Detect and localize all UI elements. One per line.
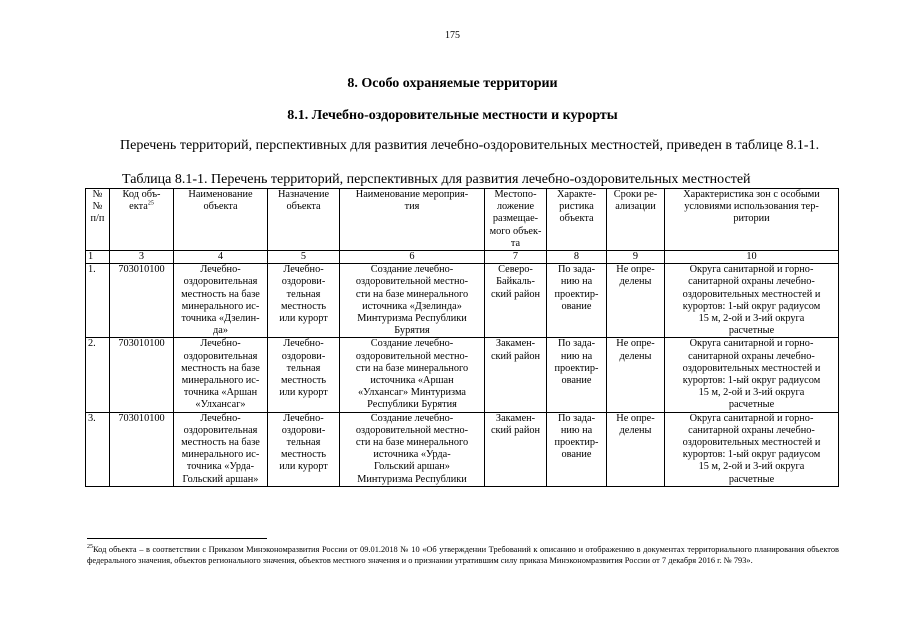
section-heading: 8. Особо охраняемые территории xyxy=(347,76,558,91)
header-cell: Наименование объекта xyxy=(174,189,268,251)
footnote-text: Код объекта – в соответствии с Приказом Минэкономразвития России от 09.01.2018 № 10 «Об утверждении Требований к описанию и отображению в документах территориального планирования объектов федерального значения, объектов регионального значения, объектов местного значения и о признании утратившим силу приказа Минэкономразвития России от 7 декабря 2016 г. № 793». xyxy=(87,545,839,565)
characteristic: По зада- нию на проектир- ование xyxy=(547,412,607,486)
object-name: Лечебно- оздоровительная местность на базе минерального ис- точника «Дзелин- да» xyxy=(174,264,268,338)
measure-name: Создание лечебно- оздоровительной местно- сти на базе минерального источника «Аршан «Улхансаг» Минтуризма Республики Бурятия xyxy=(340,338,485,412)
object-purpose: Лечебно- оздорови- тельная местность или курорт xyxy=(268,338,340,412)
measure-name: Создание лечебно- оздоровительной местно- сти на базе минерального источника «Дзелинда» Минтуризма Республики Бурятия xyxy=(340,264,485,338)
column-number: 3 xyxy=(110,251,174,264)
header-cell: Характеристика зон с особыми условиями использования тер- ритории xyxy=(665,189,839,251)
row-number: 2. xyxy=(86,338,110,412)
column-number: 5 xyxy=(268,251,340,264)
header-cell: Код объ- екта$^{25}$ xyxy=(110,189,174,251)
territories-table xyxy=(85,188,839,487)
table-row xyxy=(86,264,839,338)
footnote xyxy=(87,544,839,566)
header-cell: Сроки ре- ализации xyxy=(607,189,665,251)
column-number: 9 xyxy=(607,251,665,264)
subsection-heading: 8.1. Лечебно-оздоровительные местности и курорты xyxy=(287,108,618,123)
footnote-separator xyxy=(87,538,267,539)
location: Закамен- ский район xyxy=(485,412,547,486)
column-number: 10 xyxy=(665,251,839,264)
object-code: 703010100 xyxy=(110,264,174,338)
zone-characteristic: Округа санитарной и горно- санитарной охраны лечебно- оздоровительных местностей и курортов: 1-ый округ радиусом 15 м, 2-ой и 3-ий округа расчетные xyxy=(665,412,839,486)
footnote-mark: 25 xyxy=(87,544,93,551)
deadline: Не опре- делены xyxy=(607,264,665,338)
row-number: 1. xyxy=(86,264,110,338)
table-row xyxy=(86,338,839,412)
measure-name: Создание лечебно- оздоровительной местно- сти на базе минерального источника «Урда- Гольский аршан» Минтуризма Республики xyxy=(340,412,485,486)
header-cell: Назначение объекта xyxy=(268,189,340,251)
header-cell: Наименование мероприя- тия xyxy=(340,189,485,251)
header-cell: Местопо- ложение размещае- мого объек- та xyxy=(485,189,547,251)
column-number: 7 xyxy=(485,251,547,264)
location: Закамен- ский район xyxy=(485,338,547,412)
characteristic: По зада- нию на проектир- ование xyxy=(547,338,607,412)
intro-paragraph: Перечень территорий, перспективных для развития лечебно-оздоровительных местностей, приведен в таблице 8.1-1. xyxy=(120,138,820,153)
column-number-row xyxy=(86,251,839,264)
footnote-ref: 25 xyxy=(147,200,154,207)
location: Северо- Байкаль- ский район xyxy=(485,264,547,338)
object-purpose: Лечебно- оздорови- тельная местность или курорт xyxy=(268,412,340,486)
characteristic: По зада- нию на проектир- ование xyxy=(547,264,607,338)
header-cell: № № п/п xyxy=(86,189,110,251)
table-header-row xyxy=(86,189,839,251)
object-name: Лечебно- оздоровительная местность на базе минерального ис- точника «Урда- Гольский аршан» xyxy=(174,412,268,486)
zone-characteristic: Округа санитарной и горно- санитарной охраны лечебно- оздоровительных местностей и курортов: 1-ый округ радиусом 15 м, 2-ой и 3-ий округа расчетные xyxy=(665,264,839,338)
page-number: 175 xyxy=(445,30,460,41)
object-purpose: Лечебно- оздорови- тельная местность или курорт xyxy=(268,264,340,338)
deadline: Не опре- делены xyxy=(607,412,665,486)
table-caption: Таблица 8.1-1. Перечень территорий, перспективных для развития лечебно-оздоровительных местностей xyxy=(122,172,751,187)
object-name: Лечебно- оздоровительная местность на базе минерального ис- точника «Аршан «Улхансаг» xyxy=(174,338,268,412)
object-code: 703010100 xyxy=(110,412,174,486)
row-number: 3. xyxy=(86,412,110,486)
deadline: Не опре- делены xyxy=(607,338,665,412)
column-number: 8 xyxy=(547,251,607,264)
column-number: 1 xyxy=(86,251,110,264)
table-row xyxy=(86,412,839,486)
column-number: 4 xyxy=(174,251,268,264)
header-cell: Характе- ристика объекта xyxy=(547,189,607,251)
object-code: 703010100 xyxy=(110,338,174,412)
zone-characteristic: Округа санитарной и горно- санитарной охраны лечебно- оздоровительных местностей и курортов: 1-ый округ радиусом 15 м, 2-ой и 3-ий округа расчетные xyxy=(665,338,839,412)
column-number: 6 xyxy=(340,251,485,264)
